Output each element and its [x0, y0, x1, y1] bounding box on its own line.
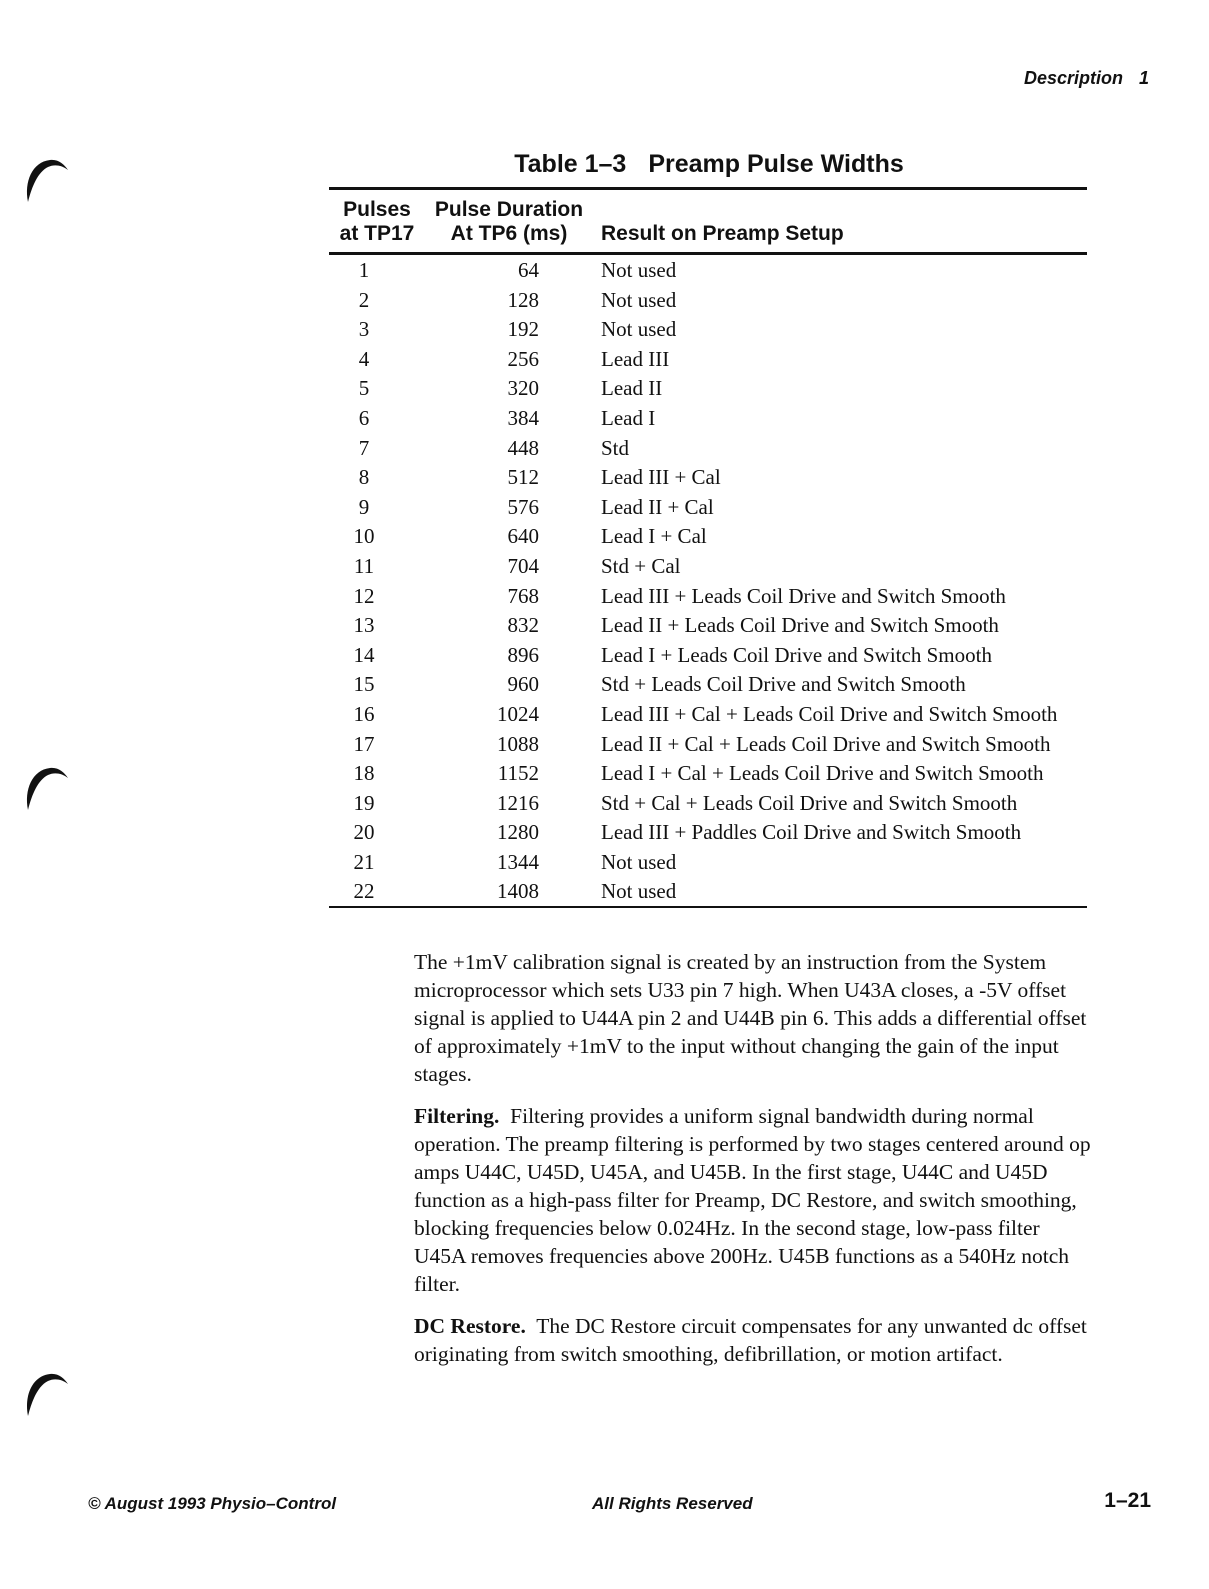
duration-cell: 1216 — [497, 790, 539, 815]
pulses-cell: 20 — [353, 820, 375, 845]
table-row — [329, 669, 1087, 699]
table-row — [329, 403, 1087, 433]
pulses-cell: 15 — [353, 672, 375, 697]
pulse-width-table — [329, 187, 1087, 908]
table-row — [329, 640, 1087, 670]
duration-cell: 896 — [507, 642, 539, 667]
pulses-cell: 9 — [358, 494, 370, 519]
pulses-cell: 4 — [358, 346, 370, 371]
result-cell: Lead I + Cal + Leads Coil Drive and Switch Smooth — [601, 761, 1044, 786]
pulses-cell: 6 — [358, 405, 370, 430]
pulses-cell: 3 — [358, 317, 370, 342]
table-row — [329, 433, 1087, 463]
duration-cell: 64 — [518, 258, 539, 282]
result-cell: Lead II + Cal — [601, 494, 714, 519]
table-row — [329, 876, 1087, 906]
duration-cell: 704 — [507, 553, 539, 578]
result-cell: Not used — [601, 258, 677, 282]
pulses-cell: 1 — [358, 258, 370, 282]
body-text — [414, 948, 1094, 1382]
pulses-cell: 13 — [353, 613, 375, 638]
footer-rights: All Rights Reserved — [592, 1494, 753, 1513]
table-row — [329, 847, 1087, 877]
footer-copyright: © August 1993 Physio–Control — [88, 1494, 337, 1513]
pulses-cell: 2 — [358, 287, 370, 312]
result-cell: Not used — [601, 287, 677, 312]
pulses-cell: 7 — [358, 435, 370, 460]
pulses-cell: 14 — [353, 642, 375, 667]
pulses-cell: 16 — [353, 701, 375, 726]
duration-cell: 1408 — [497, 879, 539, 904]
dc-restore-heading: DC Restore. — [414, 1314, 526, 1338]
result-cell: Std — [601, 435, 630, 460]
result-cell: Std + Leads Coil Drive and Switch Smooth — [601, 672, 966, 697]
dc-restore-paragraph — [414, 1312, 1094, 1368]
result-cell: Not used — [601, 317, 677, 342]
result-cell: Lead III — [601, 346, 670, 371]
result-cell: Lead II + Cal + Leads Coil Drive and Switch Smooth — [601, 731, 1051, 756]
duration-cell: 192 — [507, 317, 539, 342]
table-row — [329, 729, 1087, 759]
result-cell: Lead III + Leads Coil Drive and Switch Smooth — [601, 583, 1006, 608]
calibration-paragraph: The +1mV calibration signal is created by an instruction from the System microprocessor which sets U33 pin 7 high. When U43A closes, a -5V offset signal is applied to U44A pin 2 and U44B pin 6. This adds a differential offset of approximately +1mV to the input without changing the gain of the input stages. — [414, 950, 1087, 1086]
duration-cell: 384 — [507, 405, 539, 430]
duration-cell: 256 — [507, 346, 539, 371]
result-cell: Lead III + Cal — [601, 465, 721, 490]
filtering-text: Filtering provides a uniform signal bandwidth during normal operation. The preamp filtering is performed by two stages centered around op amps U44C, U45D, U45A, and U45B. In the first stage, U44C and U45D function as a high-pass filter for Preamp, DC Restore, and switch smoothing, blocking frequencies below 0.024Hz. In the second stage, low-pass filter U45A removes frequencies above 200Hz. U45B functions as a 540Hz notch filter. — [414, 1104, 1091, 1296]
result-cell: Lead II — [601, 376, 663, 401]
table-row — [329, 581, 1087, 611]
result-cell: Not used — [601, 849, 677, 874]
filtering-heading: Filtering. — [414, 1104, 500, 1128]
pulses-cell: 8 — [358, 465, 370, 490]
result-cell: Lead I + Cal — [601, 524, 707, 549]
duration-cell: 512 — [507, 465, 539, 490]
result-cell: Lead II + Leads Coil Drive and Switch Smooth — [601, 613, 999, 638]
pulses-cell: 12 — [353, 583, 375, 608]
page-number: 1–21 — [1104, 1489, 1151, 1512]
duration-cell: 320 — [507, 376, 539, 401]
duration-cell: 1344 — [497, 849, 539, 874]
duration-cell: 768 — [507, 583, 539, 608]
table-row — [329, 373, 1087, 403]
table-row — [329, 521, 1087, 551]
table-row — [329, 285, 1087, 315]
duration-cell: 448 — [507, 435, 539, 460]
table-row — [329, 788, 1087, 818]
table-row — [329, 758, 1087, 788]
table-row — [329, 610, 1087, 640]
table-row — [329, 699, 1087, 729]
duration-cell: 640 — [507, 524, 539, 549]
pulses-cell: 22 — [353, 879, 375, 904]
result-cell: Lead I + Leads Coil Drive and Switch Smooth — [601, 642, 992, 667]
table-body — [329, 255, 1087, 906]
chapter-number: 1 — [1138, 68, 1149, 88]
pulses-cell: 21 — [353, 849, 375, 874]
section-name: Description — [1023, 68, 1123, 88]
pulses-cell: 17 — [353, 731, 375, 756]
duration-cell: 960 — [507, 672, 539, 697]
duration-cell: 1024 — [497, 701, 539, 726]
binder-ring-mark — [22, 152, 72, 204]
result-cell: Lead III + Paddles Coil Drive and Switch Smooth — [601, 820, 1022, 845]
duration-cell: 1280 — [497, 820, 539, 845]
pulses-cell: 18 — [353, 761, 375, 786]
pulses-cell: 5 — [358, 376, 370, 401]
table-row — [329, 344, 1087, 374]
duration-cell: 832 — [507, 613, 539, 638]
dc-restore-text: The DC Restore circuit compensates for any unwanted dc offset originating from switch smoothing, defibrillation, or motion artifact. — [414, 1314, 1087, 1366]
duration-cell: 128 — [507, 287, 539, 312]
result-cell: Lead I — [601, 405, 656, 430]
binder-ring-mark — [22, 1366, 72, 1418]
table-row — [329, 462, 1087, 492]
header-pulses: Pulses at TP17 — [339, 198, 415, 245]
header-result: Result on Preamp Setup — [601, 222, 844, 245]
filtering-paragraph — [414, 1102, 1094, 1298]
result-cell: Std + Cal + Leads Coil Drive and Switch Smooth — [601, 790, 1018, 815]
duration-cell: 576 — [507, 494, 539, 519]
table-header — [329, 190, 1087, 255]
duration-cell: 1088 — [497, 731, 539, 756]
result-cell: Std + Cal — [601, 553, 681, 578]
table-label: Table 1–3 — [514, 150, 627, 178]
result-cell: Lead III + Cal + Leads Coil Drive and Switch Smooth — [601, 701, 1058, 726]
table-row — [329, 492, 1087, 522]
binder-ring-mark — [22, 760, 72, 812]
running-header — [1024, 68, 1149, 89]
table-title: Preamp Pulse Widths — [648, 150, 904, 178]
pulses-cell: 10 — [353, 524, 375, 549]
table-row — [329, 551, 1087, 581]
duration-cell: 1152 — [497, 761, 539, 786]
table-row — [329, 314, 1087, 344]
pulses-cell: 19 — [353, 790, 375, 815]
result-cell: Not used — [601, 879, 677, 904]
header-duration: Pulse Duration At TP6 (ms) — [434, 198, 584, 245]
pulses-cell: 11 — [353, 553, 375, 578]
table-row — [329, 817, 1087, 847]
table-row — [329, 255, 1087, 285]
table-caption — [330, 150, 1088, 179]
